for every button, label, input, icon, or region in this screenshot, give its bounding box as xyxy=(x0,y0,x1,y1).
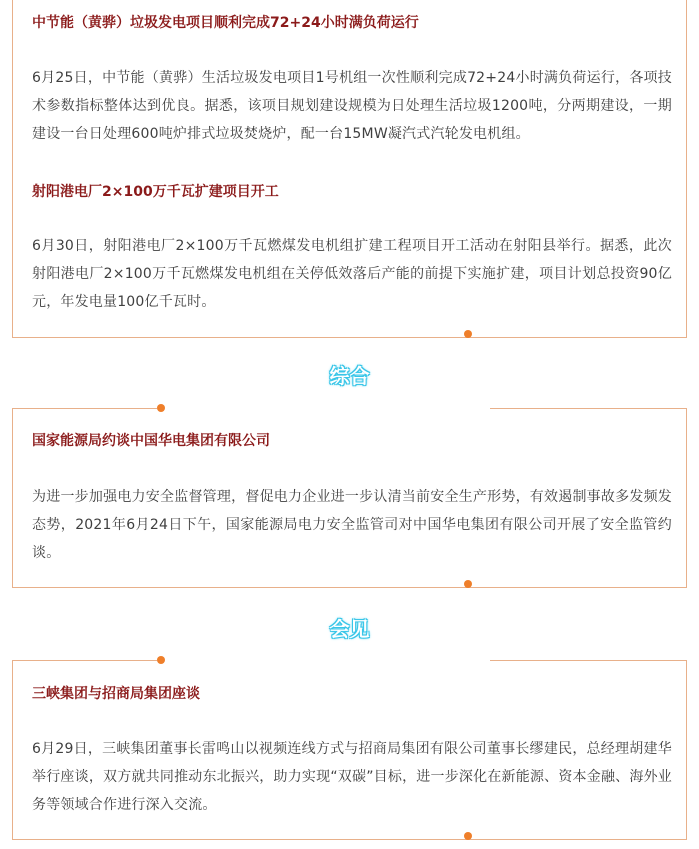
box-border-left xyxy=(12,660,13,840)
box-border-bottom xyxy=(12,337,687,338)
box-border-right xyxy=(686,408,687,588)
article-body: 为进一步加强电力安全监督管理，督促电力企业进一步认清当前安全生产形势，有效遏制事故多发频发态势，2021年6月24日下午，国家能源局电力安全监管司对中国华电集团有限公司开展了安全监管约谈。 xyxy=(32,489,672,561)
section-heading: 综合 xyxy=(329,364,370,388)
box-border-right xyxy=(686,0,687,338)
box-border-top-right xyxy=(490,408,687,409)
box-dot-bottom xyxy=(464,832,472,840)
box-border-bottom xyxy=(12,839,687,840)
box-dot-bottom xyxy=(464,580,472,588)
article-title: 射阳港电厂2×100万千瓦扩建项目开工 xyxy=(32,184,279,200)
article-title: 国家能源局约谈中国华电集团有限公司 xyxy=(32,433,270,449)
article-body: 6月30日，射阳港电厂2×100万千瓦燃煤发电机组扩建工程项目开工活动在射阳县举行。据悉，此次射阳港电厂2×100万千瓦燃煤发电机组在关停低效落后产能的前提下实施扩建，项目计划总投资90亿元，年发电量100亿千瓦时。 xyxy=(32,238,672,310)
box-border-left xyxy=(12,408,13,588)
box-border-right xyxy=(686,660,687,840)
box-border-top-right xyxy=(490,660,687,661)
box-border-top xyxy=(12,660,157,661)
box-dot-bottom xyxy=(464,330,472,338)
box-border-bottom xyxy=(12,587,687,588)
article-title: 中节能（黄骅）垃圾发电项目顺利完成72+24小时满负荷运行 xyxy=(32,15,419,31)
box-dot-top xyxy=(157,656,165,664)
section-heading: 会见 xyxy=(329,617,370,641)
box-border-left xyxy=(12,0,13,338)
article-title: 三峡集团与招商局集团座谈 xyxy=(32,686,200,702)
box-dot-top xyxy=(157,404,165,412)
article-body: 6月25日，中节能（黄骅）生活垃圾发电项目1号机组一次性顺利完成72+24小时满负荷运行，各项技术参数指标整体达到优良。据悉，该项目规划建设规模为日处理生活垃圾1200吨，分两期建设，一期建设一台日处理600吨炉排式垃圾焚烧炉，配一台15MW凝汽式汽轮发电机组。 xyxy=(32,70,672,142)
article-body: 6月29日，三峡集团董事长雷鸣山以视频连线方式与招商局集团有限公司董事长缪建民，总经理胡建华举行座谈，双方就共同推动东北振兴，助力实现“双碳”目标，进一步深化在新能源、资本金融、海外业务等领域合作进行深入交流。 xyxy=(32,741,672,813)
box-border-top xyxy=(12,408,157,409)
